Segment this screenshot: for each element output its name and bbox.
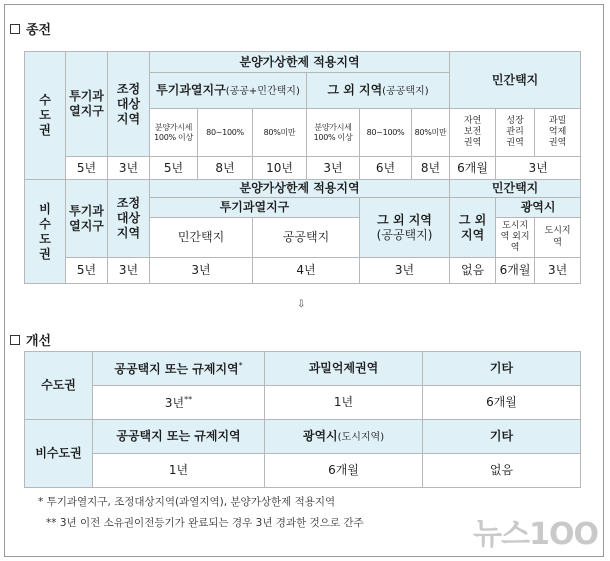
value-cell: 5년	[66, 258, 108, 284]
sub-public-land: 공공택지	[253, 218, 360, 258]
pct-tier-5: 80~100%	[360, 109, 412, 157]
header-metro-city: 광역시	[496, 198, 581, 218]
pct-tier-6: 80%미만	[412, 109, 450, 157]
value-cell: 없음	[450, 258, 496, 284]
footnote-2: ** 3년 이전 소유권이전등기가 완료되는 경우 3년 경과한 것으로 간주	[46, 517, 364, 529]
value-cell: 3년	[496, 157, 581, 180]
overcrowding-zone: 과밀억제권역	[535, 109, 581, 157]
header-private-land: 민간택지	[450, 180, 581, 198]
section-before-title: 종전	[26, 23, 52, 38]
value-cell: 3년	[360, 258, 450, 284]
value-cell: 3년	[108, 258, 150, 284]
header-metro-city: 광역시(도시지역)	[265, 420, 423, 454]
nature-conservation-zone: 자연보전권역	[450, 109, 496, 157]
value-cell: 5년	[66, 157, 108, 180]
value-cell: 3년	[307, 157, 360, 180]
header-other: 기타	[423, 420, 581, 454]
down-arrow-icon: ⇩	[297, 299, 306, 310]
header-overcrowding: 과밀억제권역	[265, 352, 423, 386]
non-urban-area: 도시지역 외지역	[496, 218, 535, 258]
section-after-heading	[10, 330, 51, 349]
value-cell: 4년	[253, 258, 360, 284]
header-speculation-zone: 투기과열지구	[66, 52, 108, 157]
value-cell: 5년	[150, 157, 198, 180]
value-cell: 6개월	[423, 386, 581, 420]
value-cell: 3년**	[93, 386, 265, 420]
header-sub-other: 그 외 지역 (공공택지)	[360, 198, 450, 258]
value-cell: 1년	[265, 386, 423, 420]
header-price-cap-group: 분양가상한제 적용지역	[150, 52, 450, 73]
section-before-heading	[10, 19, 51, 38]
value-cell: 6개월	[265, 454, 423, 488]
value-cell: 6개월	[450, 157, 496, 180]
pct-tier-3: 80%미만	[253, 109, 307, 157]
value-cell: 10년	[253, 157, 307, 180]
pct-tier-4: 분양가시세 100% 이상	[307, 109, 360, 157]
before-table	[24, 51, 581, 284]
header-other: 기타	[423, 352, 581, 386]
value-cell: 없음	[423, 454, 581, 488]
checkbox-square-icon	[10, 24, 20, 34]
header-sub-speculation: 투기과열지구(공공+민간택지)	[150, 73, 307, 109]
header-private-land: 민간택지	[450, 52, 581, 109]
watermark-logo: 뉴스1OO	[473, 517, 598, 552]
value-cell: 1년	[93, 454, 265, 488]
value-cell: 3년	[108, 157, 150, 180]
section-after-title: 개선	[26, 334, 52, 349]
header-sub-speculation: 투기과열지구	[150, 198, 360, 218]
header-price-cap-group: 분양가상한제 적용지역	[150, 180, 450, 198]
region-noncapital-before: 비수도권	[25, 180, 66, 284]
header-public-or-regulated: 공공택지 또는 규제지역*	[93, 352, 265, 386]
region-capital-after: 수도권	[25, 352, 93, 420]
urban-area: 도시지역	[535, 218, 581, 258]
value-cell: 6개월	[496, 258, 535, 284]
footnote-1: * 투기과열지구, 조정대상지역(과열지역), 분양가상한제 적용지역	[38, 496, 336, 508]
checkbox-square-icon	[10, 335, 20, 345]
header-other-region: 그 외 지역	[450, 198, 496, 258]
value-cell: 3년	[535, 258, 581, 284]
header-sub-other: 그 외 지역(공공택지)	[307, 73, 450, 109]
after-table	[24, 351, 581, 488]
header-adjustment-zone: 조정대상지역	[108, 52, 150, 157]
growth-management-zone: 성장관리권역	[496, 109, 535, 157]
header-adjustment-zone: 조정대상지역	[108, 180, 150, 258]
region-noncapital-after: 비수도권	[25, 420, 93, 488]
value-cell: 6년	[360, 157, 412, 180]
pct-tier-1: 분양가시세 100% 이상	[150, 109, 198, 157]
header-public-or-regulated: 공공택지 또는 규제지역	[93, 420, 265, 454]
region-capital-before: 수도권	[25, 52, 66, 180]
value-cell: 8년	[198, 157, 253, 180]
header-speculation-zone: 투기과열지구	[66, 180, 108, 258]
pct-tier-2: 80~100%	[198, 109, 253, 157]
value-cell: 3년	[150, 258, 253, 284]
sub-private-land: 민간택지	[150, 218, 253, 258]
value-cell: 8년	[412, 157, 450, 180]
